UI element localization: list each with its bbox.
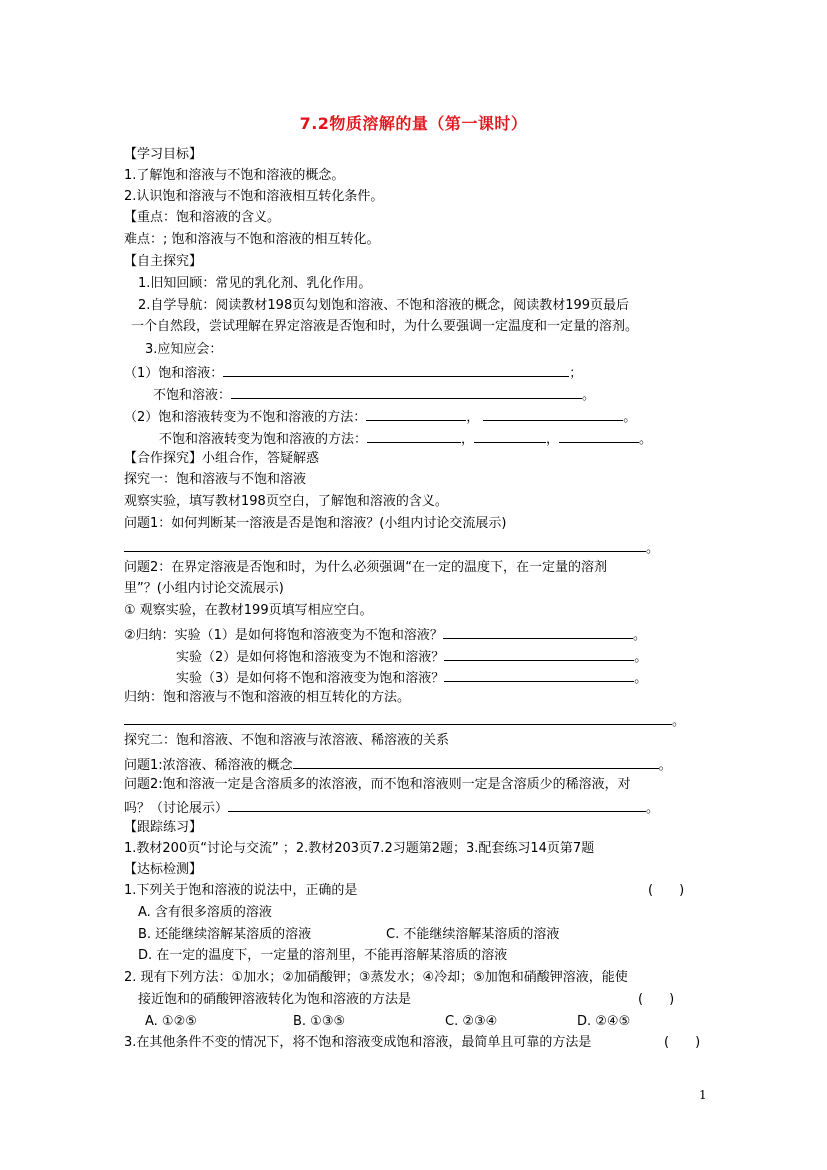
answer-blank[interactable] bbox=[124, 537, 646, 552]
answer-blank[interactable] bbox=[444, 667, 634, 682]
answer-blank[interactable] bbox=[228, 797, 646, 812]
summary-exp1: ②归纳：实验（1）是如何将饱和溶液变为不饱和溶液？ bbox=[124, 628, 443, 643]
test-header: 【达标检测】 bbox=[124, 862, 203, 877]
punct: 。 bbox=[634, 650, 648, 665]
key-point: 【重点：饱和溶液的含义。 bbox=[124, 210, 281, 225]
answer-blank[interactable] bbox=[366, 406, 466, 421]
answer-paren[interactable]: ( ) bbox=[648, 883, 685, 898]
conversion-label: 不饱和溶液转变为饱和溶液的方法： bbox=[159, 432, 368, 447]
explore-two-q2: 问题2:饱和溶液一定是含溶质多的浓溶液，而不饱和溶液则一定是含溶质少的稀溶液，对 bbox=[124, 777, 631, 792]
option-d: D. ②④⑤ bbox=[577, 1014, 631, 1029]
answer-blank[interactable] bbox=[483, 406, 623, 421]
test-q2: 2. 现有下列方法：①加水；②加硝酸钾；③蒸发水；④冷却；⑤加饱和硝酸钾溶液，能使 bbox=[124, 970, 628, 985]
objective-item: 2.认识饱和溶液与不饱和溶液相互转化条件。 bbox=[124, 189, 384, 204]
option-c: C. 不能继续溶解某溶质的溶液 bbox=[386, 927, 560, 942]
answer-blank[interactable] bbox=[293, 754, 659, 769]
punct: 。 bbox=[646, 541, 660, 556]
answer-blank[interactable] bbox=[124, 710, 672, 725]
conversion-label: （2）饱和溶液转变为不饱和溶液的方法： bbox=[124, 410, 367, 425]
observe-item: ① 观察实验，在教材199页填写相应空白。 bbox=[124, 603, 373, 618]
answer-blank[interactable] bbox=[367, 428, 461, 443]
self-study-item: 3.应知应会： bbox=[145, 342, 223, 357]
summary-exp2: 实验（2）是如何将饱和溶液变为不饱和溶液？ bbox=[176, 650, 445, 665]
punct: ， bbox=[461, 432, 475, 447]
saturated-label: （1）饱和溶液： bbox=[124, 366, 224, 381]
test-q2-cont: 接近饱和的硝酸钾溶液转化为饱和溶液的方法是 bbox=[138, 992, 412, 1007]
option-b: B. 还能继续溶解某溶质的溶液 bbox=[138, 927, 312, 942]
answer-blank[interactable] bbox=[443, 624, 633, 639]
explore-one: 探究一：饱和溶液与不饱和溶液 bbox=[124, 472, 307, 487]
punct: 。 bbox=[632, 628, 646, 643]
test-q1: 1.下列关于饱和溶液的说法中，正确的是 bbox=[124, 883, 358, 898]
answer-paren[interactable]: ( ) bbox=[638, 992, 675, 1007]
answer-blank[interactable] bbox=[559, 428, 639, 443]
punct: ； bbox=[569, 366, 583, 381]
punct: 。 bbox=[639, 432, 653, 447]
explore-two-q2-cont: 吗？（讨论展示） bbox=[124, 801, 229, 816]
observe-text: 观察实验，填写教材198页空白，了解饱和溶液的含义。 bbox=[124, 494, 448, 509]
punct: 。 bbox=[582, 388, 596, 403]
option-b: B. ①③⑤ bbox=[293, 1014, 346, 1029]
self-study-header: 【自主探究】 bbox=[124, 254, 203, 269]
follow-up-header: 【跟踪练习】 bbox=[124, 820, 203, 835]
option-c: C. ②③④ bbox=[445, 1014, 498, 1029]
question-1: 问题1：如何判断某一溶液是否是饱和溶液？(小组内讨论交流展示) bbox=[124, 516, 507, 531]
page-number: 1 bbox=[699, 1088, 707, 1102]
difficulty: 难点：; 饱和溶液与不饱和溶液的相互转化。 bbox=[124, 232, 380, 247]
objectives-header: 【学习目标】 bbox=[124, 147, 203, 162]
test-q3: 3.在其他条件不变的情况下，将不饱和溶液变成饱和溶液，最简单且可靠的方法是 bbox=[124, 1035, 592, 1050]
self-study-item: 2.自学导航：阅读教材198页勾划饱和溶液、不饱和溶液的概念，阅读教材199页最后 bbox=[138, 298, 630, 313]
option-a: A. ①②⑤ bbox=[145, 1014, 197, 1029]
self-study-item: 一个自然段，尝试理解在界定溶液是否饱和时，为什么要强调一定温度和一定量的溶剂。 bbox=[131, 319, 639, 334]
document-title: 7.2物质溶解的量（第一课时） bbox=[299, 114, 528, 133]
punct: 。 bbox=[658, 758, 672, 773]
coop-header: 【合作探究】小组合作，答疑解惑 bbox=[124, 451, 320, 466]
explore-two-q1: 问题1:浓溶液、稀溶液的概念 bbox=[124, 758, 293, 773]
punct: 。 bbox=[634, 671, 648, 686]
punct: ， bbox=[546, 432, 560, 447]
punct: 。 bbox=[646, 801, 660, 816]
self-study-item: 1.旧知回顾：常见的乳化剂、乳化作用。 bbox=[138, 276, 372, 291]
punct: 。 bbox=[623, 410, 637, 425]
question-2: 问题2：在界定溶液是否饱和时，为什么必须强调“在一定的温度下，在一定量的溶剂 bbox=[124, 560, 608, 575]
summary-exp3: 实验（3）是如何将不饱和溶液变为饱和溶液？ bbox=[176, 671, 445, 686]
punct: ， bbox=[466, 410, 480, 425]
question-2-cont: 里”？(小组内讨论交流展示) bbox=[124, 581, 284, 596]
objective-item: 1.了解饱和溶液与不饱和溶液的概念。 bbox=[124, 168, 345, 183]
answer-blank[interactable] bbox=[474, 428, 546, 443]
answer-blank[interactable] bbox=[444, 646, 634, 661]
summary-text: 归纳：饱和溶液与不饱和溶液的相互转化的方法。 bbox=[124, 690, 411, 705]
follow-up-text: 1.教材200页“讨论与交流” ；2.教材203页7.2习题第2题；3.配套练习14页第7题 bbox=[124, 841, 595, 856]
answer-blank[interactable] bbox=[223, 362, 569, 377]
option-d: D. 在一定的温度下，一定量的溶剂里，不能再溶解某溶质的溶液 bbox=[138, 948, 508, 963]
option-a: A. 含有很多溶质的溶液 bbox=[138, 905, 272, 920]
answer-blank[interactable] bbox=[231, 384, 582, 399]
explore-two: 探究二：饱和溶液、不饱和溶液与浓溶液、稀溶液的关系 bbox=[124, 733, 450, 748]
unsaturated-label: 不饱和溶液： bbox=[153, 388, 232, 403]
punct: 。 bbox=[672, 714, 686, 729]
answer-paren[interactable]: ( ) bbox=[664, 1035, 701, 1050]
